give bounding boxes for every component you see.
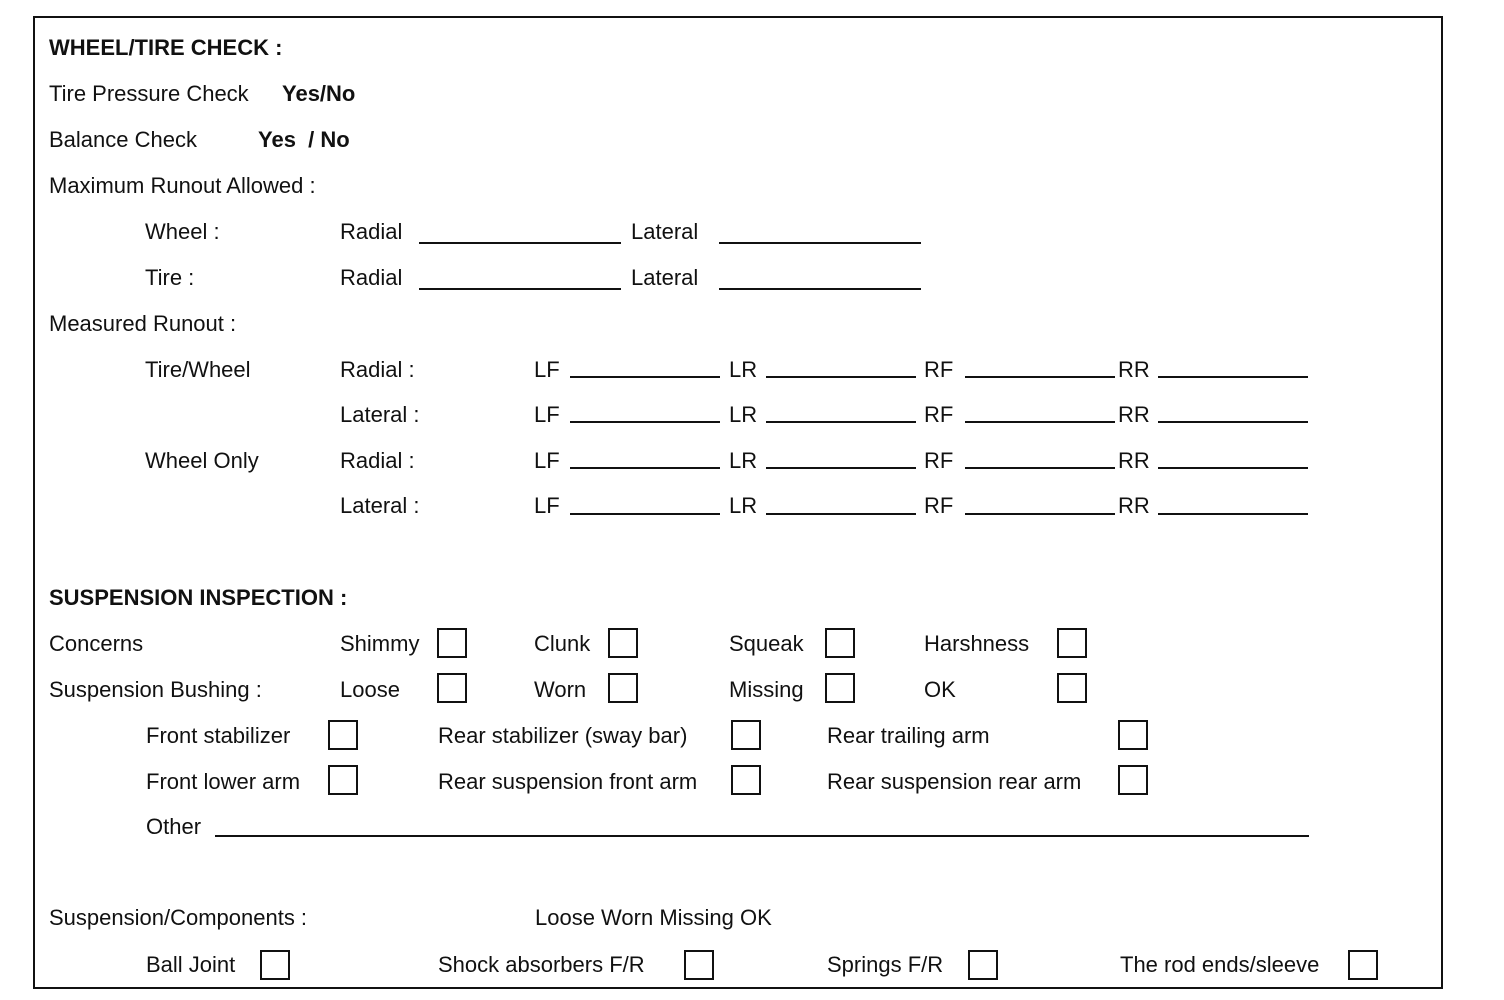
rear-stabilizer-label: Rear stabilizer (sway bar) [438,723,688,748]
shock-absorbers-label: Shock absorbers F/R [438,952,645,977]
wo-lateral-lr-field[interactable] [766,513,916,515]
wo-lateral-lf-field[interactable] [570,513,720,515]
rear-susp-rear-arm-checkbox[interactable] [1118,765,1148,795]
wo-lateral-lf-label: LF [534,493,560,518]
ball-joint-label: Ball Joint [146,952,236,977]
rod-ends-label: The rod ends/sleeve [1120,952,1320,977]
wo-radial-lr-label: LR [729,448,758,473]
wheel-lateral-label: Lateral [631,219,699,244]
wheel-tire-title: WHEEL/TIRE CHECK : [49,35,283,60]
concerns-label: Concerns [49,631,144,656]
front-stabilizer-label: Front stabilizer [146,723,291,748]
tw-radial-rf-label: RF [924,357,954,382]
tw-lateral-rr-field[interactable] [1158,421,1308,423]
shock-absorbers-checkbox[interactable] [684,950,714,980]
rear-susp-front-arm-checkbox[interactable] [731,765,761,795]
tire-radial-field[interactable] [419,288,621,290]
tire-pressure-label: Tire Pressure Check [49,81,249,106]
rear-trailing-arm-checkbox[interactable] [1118,720,1148,750]
wo-radial-rf-label: RF [924,448,954,473]
wo-lateral-rr-field[interactable] [1158,513,1308,515]
tw-radial-label: Radial : [340,357,415,382]
wo-radial-rr-label: RR [1118,448,1150,473]
concern-harshness-label: Harshness [924,631,1030,656]
tire-label: Tire : [145,265,195,290]
bushing-label: Suspension Bushing : [49,677,262,702]
balance-check-options[interactable]: Yes / No [258,127,350,152]
wo-lateral-label: Lateral : [340,493,420,518]
max-runout-label: Maximum Runout Allowed : [49,173,316,198]
wo-radial-label: Radial : [340,448,415,473]
tw-lateral-lf-field[interactable] [570,421,720,423]
tw-radial-rr-field[interactable] [1158,376,1308,378]
concern-harshness-checkbox[interactable] [1057,628,1087,658]
tw-radial-lr-label: LR [729,357,758,382]
rear-stabilizer-checkbox[interactable] [731,720,761,750]
wo-radial-lf-label: LF [534,448,560,473]
bushing-missing-checkbox[interactable] [825,673,855,703]
rear-susp-front-arm-label: Rear suspension front arm [438,769,698,794]
measured-runout-label: Measured Runout : [49,311,237,336]
tire-lateral-label: Lateral [631,265,699,290]
bushing-worn-label: Worn [534,677,587,702]
tw-radial-rf-field[interactable] [965,376,1115,378]
bushing-ok-checkbox[interactable] [1057,673,1087,703]
tw-radial-rr-label: RR [1118,357,1150,382]
bushing-missing-label: Missing [729,677,804,702]
balance-check-label: Balance Check [49,127,197,152]
wheel-only-label: Wheel Only [145,448,259,473]
concern-squeak-label: Squeak [729,631,804,656]
tw-radial-lf-label: LF [534,357,560,382]
wheel-lateral-field[interactable] [719,242,921,244]
tire-lateral-field[interactable] [719,288,921,290]
wo-radial-lf-field[interactable] [570,467,720,469]
other-label: Other [146,814,202,839]
wo-radial-lr-field[interactable] [766,467,916,469]
other-field[interactable] [215,835,1309,837]
tw-lateral-rf-field[interactable] [965,421,1115,423]
concern-shimmy-checkbox[interactable] [437,628,467,658]
tw-lateral-label: Lateral : [340,402,420,427]
tw-lateral-rf-label: RF [924,402,954,427]
springs-checkbox[interactable] [968,950,998,980]
components-label: Suspension/Components : [49,905,308,930]
rod-ends-checkbox[interactable] [1348,950,1378,980]
springs-label: Springs F/R [827,952,944,977]
suspension-title: SUSPENSION INSPECTION : [49,585,348,610]
tw-lateral-rr-label: RR [1118,402,1150,427]
ball-joint-checkbox[interactable] [260,950,290,980]
tw-lateral-lf-label: LF [534,402,560,427]
wheel-radial-label: Radial [340,219,403,244]
tire-wheel-label: Tire/Wheel [145,357,251,382]
concern-clunk-label: Clunk [534,631,591,656]
bushing-ok-label: OK [924,677,956,702]
bushing-worn-checkbox[interactable] [608,673,638,703]
concern-squeak-checkbox[interactable] [825,628,855,658]
bushing-loose-checkbox[interactable] [437,673,467,703]
wo-lateral-rr-label: RR [1118,493,1150,518]
wheel-radial-field[interactable] [419,242,621,244]
components-legend: Loose Worn Missing OK [535,905,772,930]
wo-radial-rr-field[interactable] [1158,467,1308,469]
front-lower-arm-checkbox[interactable] [328,765,358,795]
front-stabilizer-checkbox[interactable] [328,720,358,750]
tire-radial-label: Radial [340,265,403,290]
tw-lateral-lr-label: LR [729,402,758,427]
rear-susp-rear-arm-label: Rear suspension rear arm [827,769,1082,794]
front-lower-arm-label: Front lower arm [146,769,301,794]
rear-trailing-arm-label: Rear trailing arm [827,723,990,748]
wo-lateral-rf-label: RF [924,493,954,518]
tw-radial-lr-field[interactable] [766,376,916,378]
tw-lateral-lr-field[interactable] [766,421,916,423]
wheel-label: Wheel : [145,219,220,244]
concern-shimmy-label: Shimmy [340,631,420,656]
wo-lateral-lr-label: LR [729,493,758,518]
tire-pressure-options[interactable]: Yes/No [282,81,356,106]
concern-clunk-checkbox[interactable] [608,628,638,658]
wo-radial-rf-field[interactable] [965,467,1115,469]
tw-radial-lf-field[interactable] [570,376,720,378]
wo-lateral-rf-field[interactable] [965,513,1115,515]
bushing-loose-label: Loose [340,677,400,702]
